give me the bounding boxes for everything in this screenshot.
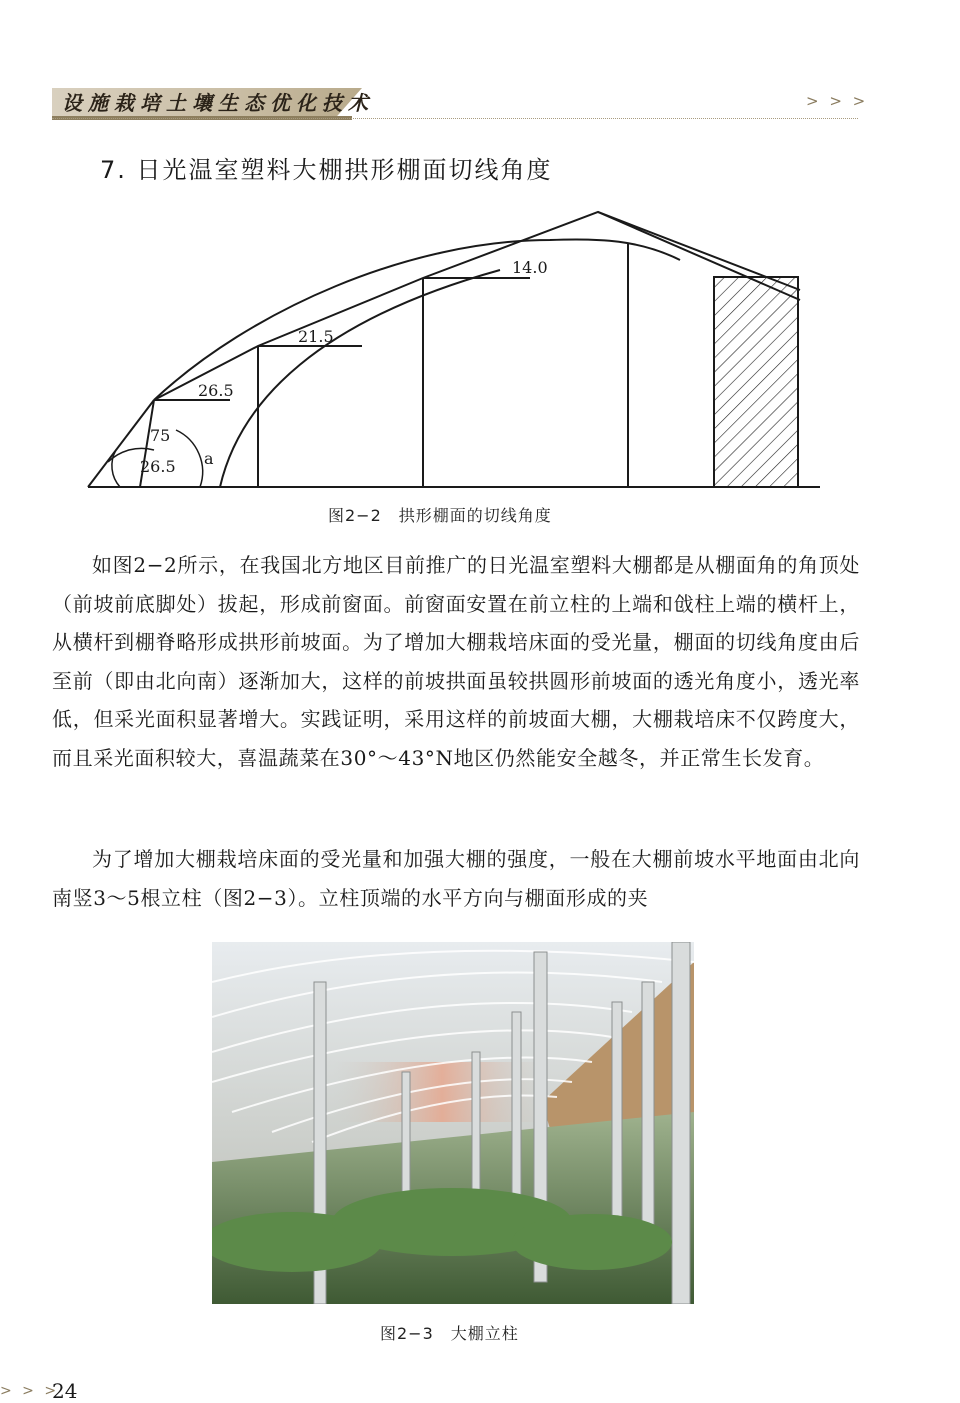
greenhouse-columns-photo <box>212 942 694 1304</box>
rear-wall <box>714 277 798 487</box>
lower-arc <box>220 270 500 487</box>
label-angle-low: 26.5 <box>198 381 234 400</box>
body-paragraph-2 <box>52 840 860 917</box>
photo-column-5 <box>472 1052 480 1202</box>
figure-2-2-caption: 图2−2 拱形棚面的切线角度 <box>328 506 552 525</box>
page-number: 24 <box>52 1379 78 1403</box>
header-rule <box>52 118 858 119</box>
photo-plants-row-3 <box>512 1214 672 1270</box>
footer-arrows-icon: > > > <box>0 1383 60 1399</box>
greenhouse-tangent-angle-diagram <box>80 200 840 500</box>
body-paragraph-1 <box>52 546 860 778</box>
header-arrows-icon: > > > <box>806 92 869 110</box>
photo-column-3 <box>672 942 690 1304</box>
paragraph-1-text: 如图2−2所示，在我国北方地区目前推广的日光温室塑料大棚都是从棚面角的角顶处（前坡前底脚处）拔起，形成前窗面。前窗面安置在前立柱的上端和戗柱上端的横杆上，从横杆到棚脊略形成拱形前坡面。为了增加大棚栽培床面的受光量，棚面的切线角度由后至前（即由北向南）逐渐加大，这样的前坡拱面虽较拱圆形前坡面的透光角度小，透光率低，但采光面积显著增大。实践证明，采用这样的前坡面大棚，大棚栽培床不仅跨度大，而且采光面积较大，喜温蔬菜在30°～43°N地区仍然能安全越冬，并正常生长发育。 <box>52 553 860 770</box>
label-angle-steep: 75 <box>150 426 171 445</box>
running-header-title: 设施栽培土壤生态优化技术 <box>62 91 374 115</box>
figure-2-3-caption: 图2−3 大棚立柱 <box>380 1324 519 1343</box>
angle-arc-a <box>176 430 203 487</box>
paragraph-2-text: 为了增加大棚栽培床面的受光量和加强大棚的强度，一般在大棚前坡水平地面由北向南竖3～5根立柱（图2−3）。立柱顶端的水平方向与棚面形成的夹 <box>52 847 860 910</box>
photo-column-7 <box>612 1002 622 1222</box>
roof-tangent-line <box>154 212 800 400</box>
label-angle-a: a <box>204 449 214 468</box>
arch-curve <box>154 239 680 400</box>
section-title: 7. 日光温室塑料大棚拱形棚面切线角度 <box>100 156 553 184</box>
label-angle-base: 26.5 <box>140 457 176 476</box>
label-angle-mid: 21.5 <box>298 327 334 346</box>
photo-column-6 <box>512 1012 521 1212</box>
photo-column-8 <box>642 982 654 1242</box>
label-angle-top: 14.0 <box>512 258 548 277</box>
